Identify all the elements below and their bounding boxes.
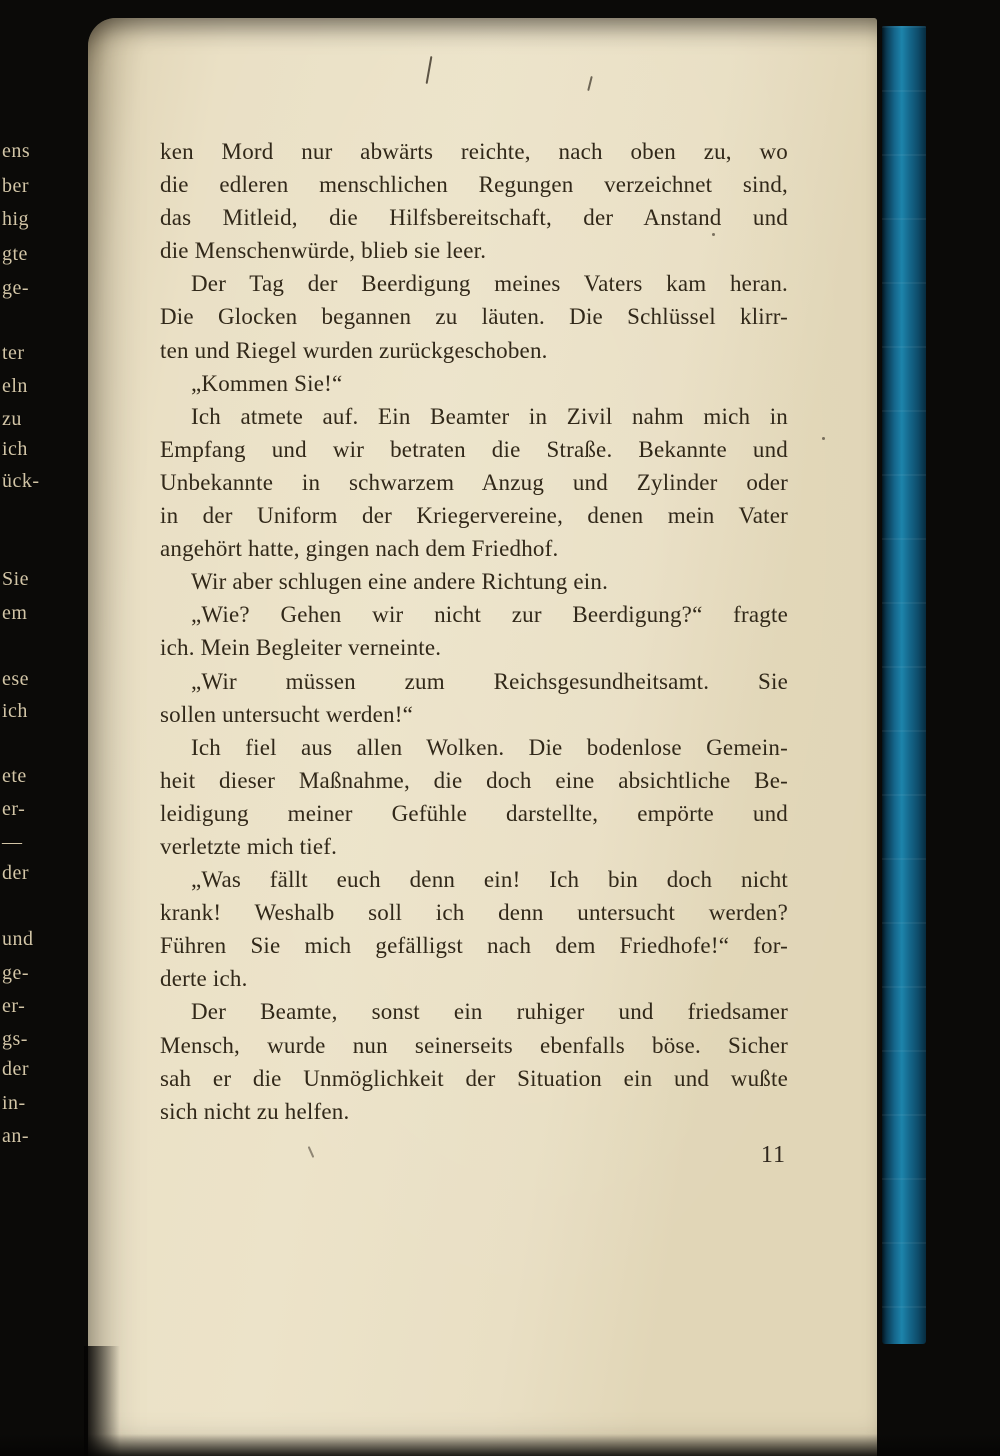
- text-line: „Wie? Gehen wir nicht zur Beerdigung?“ fragte: [191, 602, 788, 628]
- scan-speck: [712, 233, 715, 236]
- text-line: ten und Riegel wurden zurückgeschoben.: [160, 337, 548, 363]
- facing-page-text-fragment: und: [2, 928, 34, 950]
- text-line: Der Tag der Beerdigung meines Vaters kam heran.: [191, 271, 788, 297]
- text-line: Wir aber schlugen eine andere Richtung ein.: [191, 569, 609, 595]
- text-line: ken Mord nur abwärts reichte, nach oben zu, wo: [160, 139, 788, 164]
- scan-speck: [822, 437, 825, 440]
- facing-page-text-fragment: ich: [2, 700, 28, 722]
- facing-page-text-fragment: der: [2, 862, 30, 884]
- text-line: ich. Mein Begleiter verneinte.: [160, 635, 442, 661]
- facing-page-text-fragment: ück-: [2, 470, 40, 492]
- facing-page-text-fragment: in-: [2, 1092, 26, 1114]
- facing-page-text-fragment: ter: [2, 342, 25, 364]
- text-line: „Was fällt euch denn ein! Ich bin doch nicht: [191, 867, 788, 893]
- text-line: Führen Sie mich gefälligst nach dem Friedhofe!“ for-: [160, 933, 788, 959]
- bottom-edge-shadow: [0, 1434, 1000, 1456]
- facing-page-text-fragment: zu: [2, 408, 22, 430]
- facing-page-text-fragment: Sie: [2, 568, 30, 590]
- text-line: die edleren menschlichen Regungen verzeichnet sind,: [160, 172, 788, 198]
- facing-page-text-fragment: er-: [2, 798, 26, 820]
- text-line: Der Beamte, sonst ein ruhiger und friedsamer: [191, 999, 788, 1025]
- text-line: Empfang und wir betraten die Straße. Bekannte und: [160, 436, 788, 462]
- facing-page-text-fragment: ens: [2, 140, 31, 162]
- text-line: sah er die Unmöglichkeit der Situation ein und wußte: [160, 1065, 788, 1091]
- text-line: derte ich.: [160, 966, 248, 992]
- text-line: in der Uniform der Kriegervereine, denen mein Vater: [160, 503, 788, 529]
- text-line: sollen untersucht werden!“: [160, 701, 414, 727]
- book-cover-edge: [882, 26, 926, 1344]
- page-number: 11: [760, 1141, 786, 1168]
- text-line: das Mitleid, die Hilfsbereitschaft, der Anstand und: [160, 205, 788, 231]
- page-text-block: [160, 135, 788, 1169]
- facing-page-text-fragment: er-: [2, 995, 26, 1017]
- text-line: Unbekannte in schwarzem Anzug und Zylinder oder: [160, 469, 788, 495]
- paragraphs: [160, 135, 788, 1128]
- book-page: [88, 18, 877, 1456]
- facing-page-text-fragment: an-: [2, 1125, 30, 1147]
- facing-page-text-fragment: ese: [2, 668, 30, 690]
- text-line: angehört hatte, gingen nach dem Friedhof.: [160, 536, 559, 562]
- facing-page-edge-text: [0, 0, 44, 1456]
- text-line: Die Glocken begannen zu läuten. Die Schlüssel klirr-: [160, 304, 788, 330]
- facing-page-text-fragment: ete: [2, 765, 27, 787]
- text-line: die Menschenwürde, blieb sie leer.: [160, 238, 487, 264]
- text-line: sich nicht zu helfen.: [160, 1098, 350, 1124]
- text-line: Ich atmete auf. Ein Beamter in Zivil nahm mich in: [191, 403, 788, 429]
- facing-page-text-fragment: gte: [2, 243, 28, 265]
- text-line: heit dieser Maßnahme, die doch eine absichtliche Be-: [160, 767, 788, 793]
- text-line: Mensch, wurde nun seinerseits ebenfalls böse. Sicher: [160, 1032, 788, 1058]
- text-line: krank! Weshalb soll ich denn untersucht werden?: [160, 900, 788, 926]
- text-line: „Kommen Sie!“: [191, 370, 343, 396]
- text-line: verletzte mich tief.: [160, 833, 338, 859]
- facing-page-text-fragment: eln: [2, 375, 28, 397]
- facing-page-text-fragment: ge-: [2, 962, 30, 984]
- binding-gutter: [42, 0, 90, 1456]
- text-line: „Wir müssen zum Reichsgesundheitsamt. Sie: [191, 668, 788, 694]
- facing-page-text-fragment: gs-: [2, 1028, 28, 1050]
- facing-page-text-fragment: —: [2, 831, 23, 853]
- facing-page-text-fragment: der: [2, 1058, 30, 1080]
- facing-page-text-fragment: ber: [2, 175, 30, 197]
- text-line: Ich fiel aus allen Wolken. Die bodenlose Gemein-: [191, 734, 788, 760]
- facing-page-text-fragment: ich: [2, 438, 28, 460]
- facing-page-text-fragment: em: [2, 602, 28, 624]
- text-line: leidigung meiner Gefühle darstellte, empörte und: [160, 800, 788, 826]
- facing-page-text-fragment: hig: [2, 208, 30, 230]
- facing-page-text-fragment: ge-: [2, 277, 30, 299]
